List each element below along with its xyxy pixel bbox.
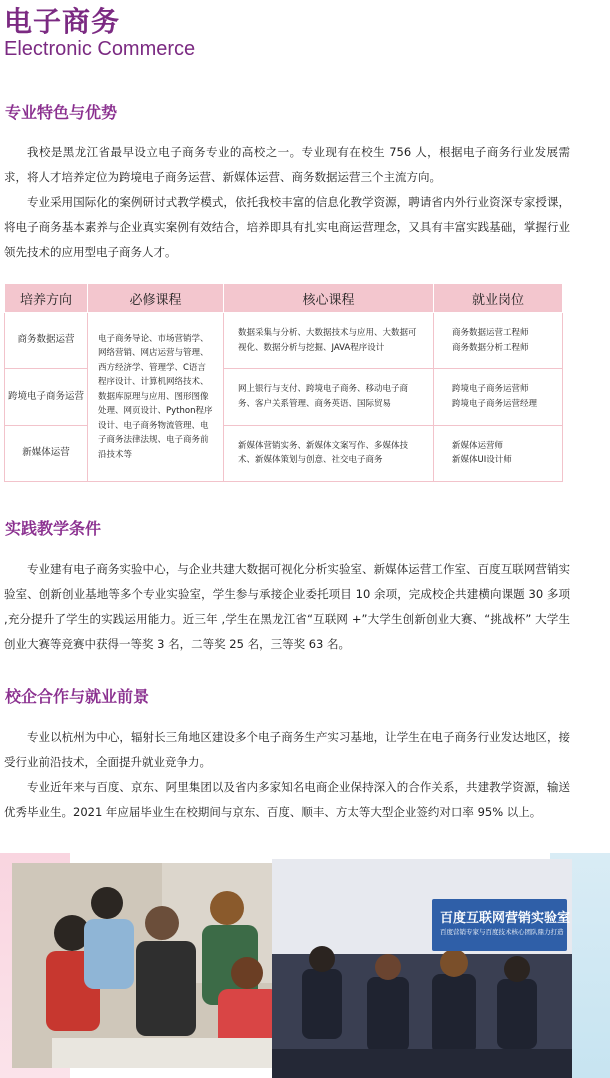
lab-sign-subtitle: 百度营销专家与百度技术核心团队鼎力打造 [440, 928, 564, 936]
table-header-cell: 培养方向 [5, 284, 88, 313]
students-photo-illustration [12, 863, 304, 1068]
direction-cell: 商务数据运营 [5, 313, 88, 369]
required-courses-cell: 电子商务导论、市场营销学、网络营销、网店运营与管理、西方经济学、管理学、C语言程序设计、计算机网络技术、数据库原理与应用、图形图像处理、网页设计、Python程序设计、电子商务物流管理、电子商务法律法规、电子商务前沿技术等 [88, 313, 224, 482]
lab-photo-illustration [272, 859, 572, 1078]
cooperation-paragraph-2: 专业近年来与百度、京东、阿里集团以及省内多家知名电商企业保持深入的合作关系，共建教学资源，输送优秀毕业生。2021 年应届毕业生在校期间与京东、百度、顺丰、方太等大型企业签约对口率 95% 以上。 [4, 780, 570, 819]
jobs-cell [434, 369, 563, 425]
core-courses-cell: 数据采集与分析、大数据技术与应用、大数据可视化、数据分析与挖掘、JAVA程序设计 [224, 313, 434, 369]
job-item: 商务数据分析工程师 [452, 342, 529, 353]
core-courses-cell: 网上银行与支付、跨境电子商务、移动电子商务、客户关系管理、商务英语、国际贸易 [224, 369, 434, 425]
jobs-cell [434, 425, 563, 481]
page-subtitle: Electronic Commerce [4, 38, 196, 60]
section-heading-cooperation: 校企合作与就业前景 [5, 687, 150, 706]
job-item: 商务数据运营工程师 [452, 328, 529, 339]
job-item: 跨境电子商务运营师 [452, 384, 529, 395]
direction-cell: 跨境电子商务运营 [5, 369, 88, 425]
curriculum-table [4, 283, 563, 482]
photo-strip [0, 853, 610, 1078]
table-header-cell: 必修课程 [88, 284, 224, 313]
table-header-cell: 就业岗位 [434, 284, 563, 313]
cooperation-paragraph-1: 专业以杭州为中心，辐射长三角地区建设多个电子商务生产实习基地，让学生在电子商务行业发达地区，接受行业前沿技术，全面提升就业竞争力。 [4, 730, 570, 769]
practice-paragraph: 专业建有电子商务实验中心，与企业共建大数据可视化分析实验室、新媒体运营工作室、百度互联网营销实验室、创新创业基地等多个专业实验室，学生参与承接企业委托项目 10 余项，完成校企共建横向课题 30 多项 ,充分提升了学生的实践运用能力。近三年 ,学生在黑龙江省“互联网 +”大学生创新创业大赛、“挑战杯” 大学生创业大赛等竞赛中获得一等奖 3 名，二等奖 25 名，三等奖 63 名。 [4, 562, 570, 651]
features-paragraph-2: 专业采用国际化的案例研讨式教学模式，依托我校丰富的信息化教学资源，聘请省内外行业资深专家授课，将电子商务基本素养与企业真实案例有效结合，培养即具有扎实电商运营理念，又具有丰富实践基础，掌握行业领先技术的应用型电子商务人才。 [4, 195, 570, 259]
lab-sign-title: 百度互联网营销实验室 [440, 911, 571, 926]
students-photo [12, 863, 304, 1068]
core-courses-cell: 新媒体营销实务、新媒体文案写作、多媒体技术、新媒体策划与创意、社交电子商务 [224, 425, 434, 481]
job-item: 跨境电子商务运营经理 [452, 398, 538, 409]
table-header-cell: 核心课程 [224, 284, 434, 313]
table-header-row [5, 284, 563, 313]
table-row [5, 313, 563, 369]
job-item: 新媒体运营师 [452, 440, 504, 451]
section-heading-practice: 实践教学条件 [5, 519, 102, 538]
features-paragraph-1: 我校是黑龙江省最早设立电子商务专业的高校之一。专业现有在校生 756 人，根据电子商务行业发展需求，将人才培养定位为跨境电子商务运营、新媒体运营、商务数据运营三个主流方向。 [4, 145, 570, 184]
section-heading-features: 专业特色与优势 [5, 103, 118, 122]
page-title: 电子商务 [4, 5, 121, 38]
jobs-cell [434, 313, 563, 369]
job-item: 新媒体UI设计师 [452, 455, 512, 466]
direction-cell: 新媒体运营 [5, 425, 88, 481]
lab-photo [272, 859, 572, 1078]
